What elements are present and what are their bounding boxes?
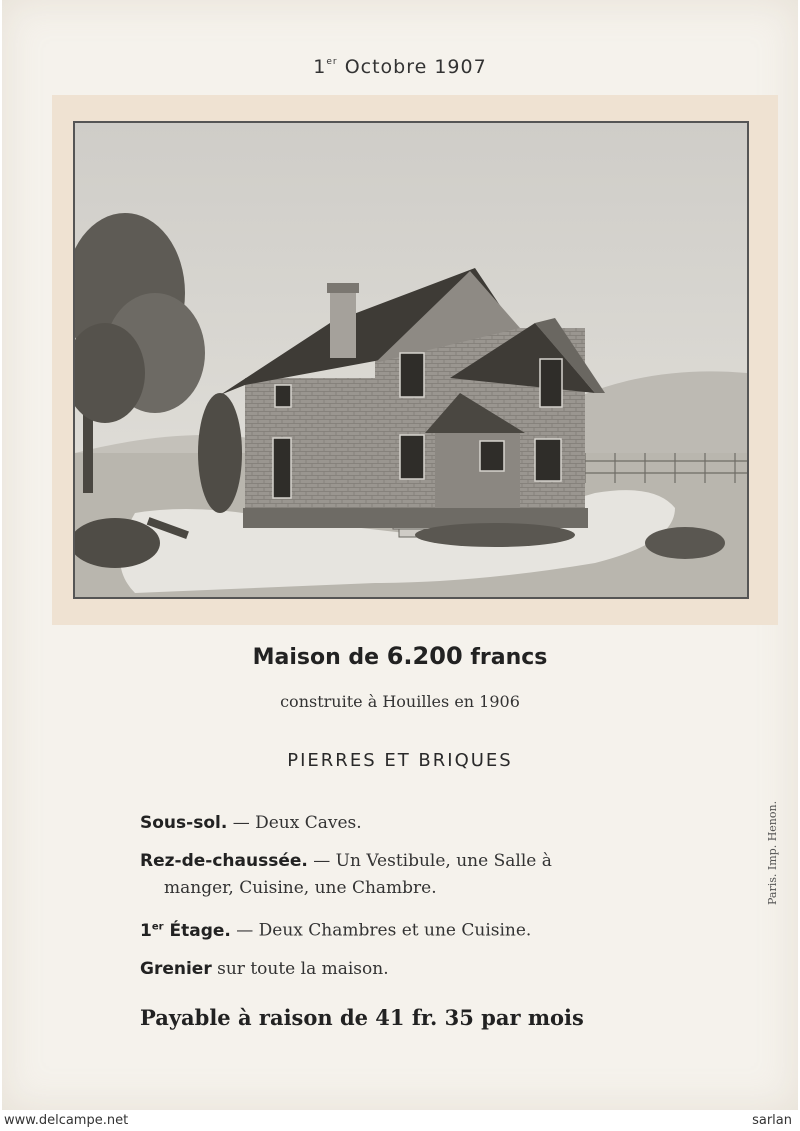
room-text: — Un Vestibule, une Salle à: [307, 851, 552, 871]
house-drawing: [75, 123, 747, 597]
footer-right-text: sarlan: [752, 1113, 792, 1128]
room-label: [140, 921, 231, 941]
room-text-continued: manger, Cuisine, une Chambre.: [164, 878, 437, 898]
payment-line: Payable à raison de 41 fr. 35 par mois: [140, 1005, 584, 1030]
room-basement: [140, 810, 680, 837]
material-heading: PIERRES ET BRIQUES: [287, 750, 513, 771]
house-price: 6.200: [386, 642, 463, 670]
room-label-word: Étage.: [163, 920, 231, 941]
date-sup: er: [326, 57, 338, 67]
title-end: francs: [462, 645, 548, 670]
room-list: [140, 810, 680, 994]
room-label-num: 1: [140, 920, 152, 941]
built-line: construite à Houilles en 1906: [280, 692, 520, 711]
room-label: Rez-de-chaussée.: [140, 851, 308, 871]
printer-credit: Paris. Imp. Henon.: [766, 800, 779, 905]
date-line: [0, 56, 800, 78]
room-label-sup: er: [151, 921, 164, 932]
house-illustration: [73, 121, 749, 599]
room-text: sur toute la maison.: [211, 958, 389, 979]
room-ground-floor: [140, 848, 680, 902]
date-rest: Octobre 1907: [344, 56, 487, 78]
room-label: Grenier: [140, 958, 212, 979]
house-title: [0, 642, 800, 670]
date-day: 1: [313, 56, 327, 78]
room-attic: [140, 956, 680, 983]
footer-bar: [0, 1111, 800, 1131]
room-label: Sous-sol.: [140, 813, 228, 833]
room-first-floor: [140, 913, 680, 945]
title-start: Maison de: [252, 645, 387, 670]
footer-left-link[interactable]: www.delcampe.net: [4, 1113, 129, 1128]
room-text: — Deux Caves.: [227, 813, 362, 833]
room-text: — Deux Chambres et une Cuisine.: [230, 920, 532, 941]
